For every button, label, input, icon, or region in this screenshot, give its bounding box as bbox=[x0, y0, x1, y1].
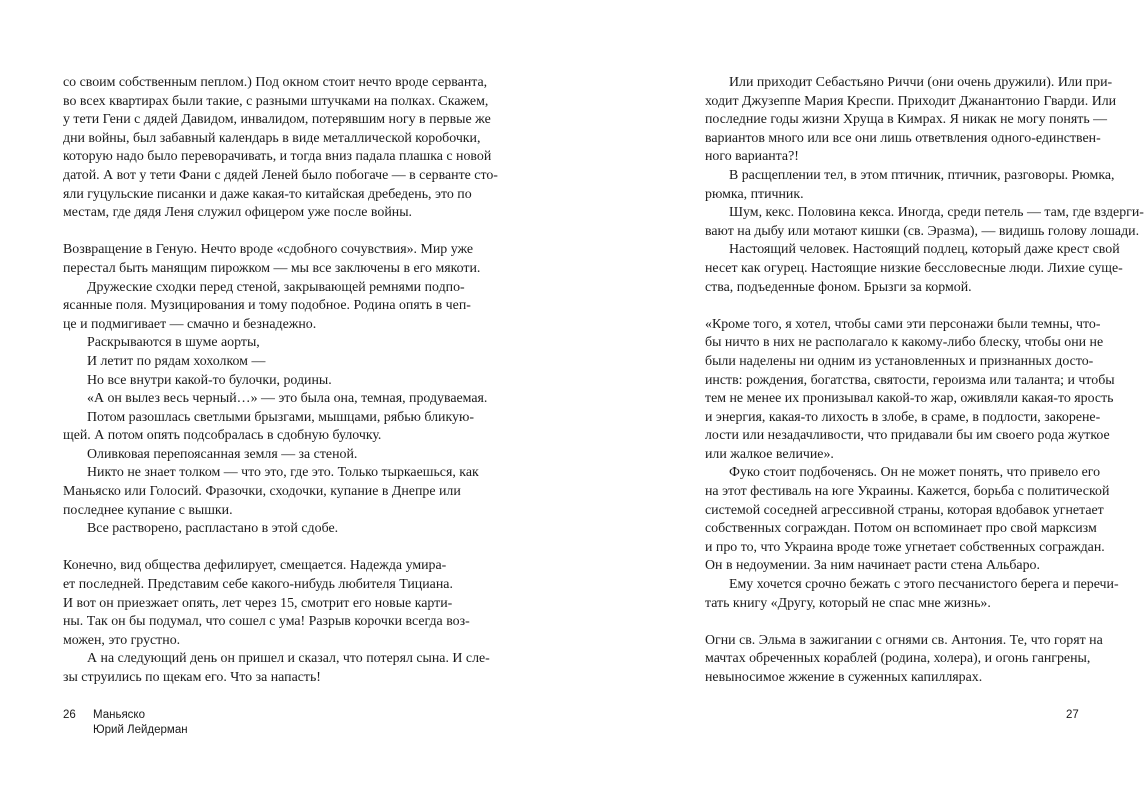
text-line: Огни св. Эльма в зажигании с огнями св. Антония. Те, что горят на bbox=[705, 632, 1103, 648]
text-line: тать книгу «Другу, который не спас мне жизнь». bbox=[705, 595, 991, 611]
text-line: зы струились по щекам его. Что за напасть! bbox=[63, 670, 321, 685]
paragraph-gap bbox=[705, 297, 1087, 316]
text-line: Или приходит Себастьяно Риччи (они очень дружили). Или при- bbox=[729, 75, 1113, 90]
left-page-number: 26 bbox=[63, 709, 76, 721]
text-line: во всех квартирах были такие, с разными штучками на полках. Скажем, bbox=[63, 93, 489, 109]
text-line: инств: рождения, богатства, святости, героизма или таланта; и чтобы bbox=[705, 372, 1115, 388]
running-title: Маньяско bbox=[93, 709, 145, 721]
text-line: системой соседней агрессивной страны, которая вдобавок угнетает bbox=[705, 502, 1104, 518]
text-line: были наделены ни одним из установленных и признанных досто- bbox=[705, 353, 1094, 369]
text-line: которую надо было переворачивать, и тогда вниз падала плашка с новой bbox=[63, 149, 492, 165]
text-line: мачтах обреченных кораблей (родина, холера), и огонь гангрены, bbox=[705, 651, 1091, 667]
text-line: ясанные поля. Музицирования и тому подобное. Родина опять в чеп- bbox=[63, 298, 471, 314]
text-line: рюмка, птичник. bbox=[705, 186, 804, 202]
author-name: Юрий Лейдерман bbox=[93, 724, 188, 736]
text-line: последние годы жизни Хруща в Кимрах. Я никак не могу понять — bbox=[705, 112, 1108, 128]
text-line: на этот фестиваль на юге Украины. Кажется, борьба с политической bbox=[705, 484, 1110, 500]
text-line: «А он вылез весь черный…» — это была она, темная, продуваемая. bbox=[87, 391, 488, 407]
text-line: яли гуцульские писанки и даже какая-то китайская дребедень, это по bbox=[63, 186, 472, 202]
text-line: последнее купание с вышки. bbox=[63, 502, 233, 518]
text-line: несет как огурец. Настоящие низкие бессловесные люди. Лихие суще- bbox=[705, 260, 1123, 276]
paragraph-gap bbox=[705, 613, 1087, 632]
text-line: или жалкое величие». bbox=[705, 446, 834, 462]
text-line: це и подмигивает — смачно и безнадежно. bbox=[63, 316, 317, 332]
text-line: Фуко стоит подбоченясь. Он не может понять, что привело его bbox=[729, 465, 1101, 481]
text-line: Дружеские сходки перед стеной, закрывающей ремнями подпо- bbox=[87, 279, 465, 295]
text-line: у тети Гени с дядей Давидом, инвалидом, потерявшим ногу в первые же bbox=[63, 112, 491, 128]
text-line: и про то, что Украина вроде тоже угнетает собственных сограждан. bbox=[705, 539, 1105, 555]
text-line: ходит Джузеппе Мария Креспи. Приходит Джанантонио Гварди. Или bbox=[705, 93, 1117, 109]
right-page-body bbox=[705, 74, 1144, 688]
text-line: датой. А вот у тети Фани с дядей Леней было побогаче — в серванте сто- bbox=[63, 167, 498, 183]
text-line: Потом разошлась светлыми брызгами, мышцами, рябью бликую- bbox=[87, 409, 474, 425]
text-line: лости или незадачливости, что придавали бы им своего рода жуткое bbox=[705, 428, 1110, 444]
text-line: перестал быть манящим пирожком — мы все заключены в его мякоти. bbox=[63, 260, 481, 276]
text-line: Никто не знает толком — что это, где это. Только тыркаешься, как bbox=[87, 465, 479, 481]
right-page-number: 27 bbox=[1066, 709, 1079, 721]
text-line: со своим собственным пеплом.) Под окном стоит нечто вроде серванта, bbox=[63, 75, 488, 90]
text-line: вариантов много или все они лишь ответвления одного-единствен- bbox=[705, 130, 1101, 146]
text-line: вают на дыбу или мотают кишки (св. Эразма), — видишь голову лошади. bbox=[705, 223, 1140, 239]
text-line: А на следующий день он пришел и сказал, что потерял сына. И слe- bbox=[87, 651, 490, 667]
text-line: Возвращение в Геную. Нечто вроде «сдобного сочувствия». Мир уже bbox=[63, 242, 474, 258]
text-line: ны. Так он бы подумал, что сошел с ума! Разрыв корочки всегда воз- bbox=[63, 614, 470, 630]
text-line: Но все внутри какой-то булочки, родины. bbox=[87, 372, 332, 388]
text-line: щей. А потом опять подсобралась в сдобную булочку. bbox=[63, 428, 382, 444]
text-line: ет последней. Представим себе какого-нибудь любителя Тициана. bbox=[63, 577, 453, 593]
text-line: дни войны, был забавный календарь в виде металлической коробочки, bbox=[63, 130, 481, 146]
text-line: можен, это грустно. bbox=[63, 632, 181, 648]
text-line: Шум, кекс. Половина кекса. Иногда, среди петель — там, где вздерги- bbox=[729, 205, 1144, 221]
running-header bbox=[93, 708, 188, 738]
text-line: И вот он приезжает опять, лет через 15, смотрит его новые карти- bbox=[63, 595, 453, 611]
text-line: бы ничто в них не располагало к какому-либо блеску, чтобы они не bbox=[705, 335, 1104, 351]
text-line: Оливковая перепоясанная земля — за стеной. bbox=[87, 446, 358, 462]
text-line: Маньяско или Голосий. Фразочки, сходочки, купание в Днепре или bbox=[63, 484, 461, 500]
text-line: Все растворено, распластано в этой сдобе. bbox=[87, 521, 339, 537]
text-line: И летит по рядам хохолком — bbox=[87, 353, 266, 369]
paragraph-gap bbox=[63, 223, 445, 242]
text-line: Раскрываются в шуме аорты, bbox=[87, 335, 260, 351]
text-line: «Кроме того, я хотел, чтобы сами эти персонажи были темны, что- bbox=[705, 316, 1101, 332]
text-line: тем не менее их пронизывал какой-то жар, оживляли какая-то ярость bbox=[705, 391, 1114, 407]
text-line: Он в недоумении. За ним начинает расти стена Альбаро. bbox=[705, 558, 1040, 574]
paragraph-gap bbox=[63, 539, 445, 558]
text-line: Настоящий человек. Настоящий подлец, который даже крест свой bbox=[729, 242, 1120, 258]
text-line: и энергия, какая-то лихость в злобе, в сраме, в подлости, закорене- bbox=[705, 409, 1101, 425]
text-line: ства, подъеденные фоном. Брызги за кормой. bbox=[705, 279, 972, 295]
text-line: ного варианта?! bbox=[705, 149, 799, 165]
text-line: местам, где дядя Леня служил офицером уже после войны. bbox=[63, 205, 413, 221]
text-line: невыносимое жжение в суженных капиллярах. bbox=[705, 670, 983, 685]
left-page-body bbox=[63, 74, 498, 688]
text-line: Конечно, вид общества дефилирует, смещается. Надежда умира- bbox=[63, 558, 447, 574]
text-line: собственных сограждан. Потом он вспоминает про свой марксизм bbox=[705, 521, 1097, 537]
text-line: В расщеплении тел, в этом птичник, птичник, разговоры. Рюмка, bbox=[729, 167, 1115, 183]
text-line: Ему хочется срочно бежать с этого песчанистого берега и перечи- bbox=[729, 577, 1119, 593]
